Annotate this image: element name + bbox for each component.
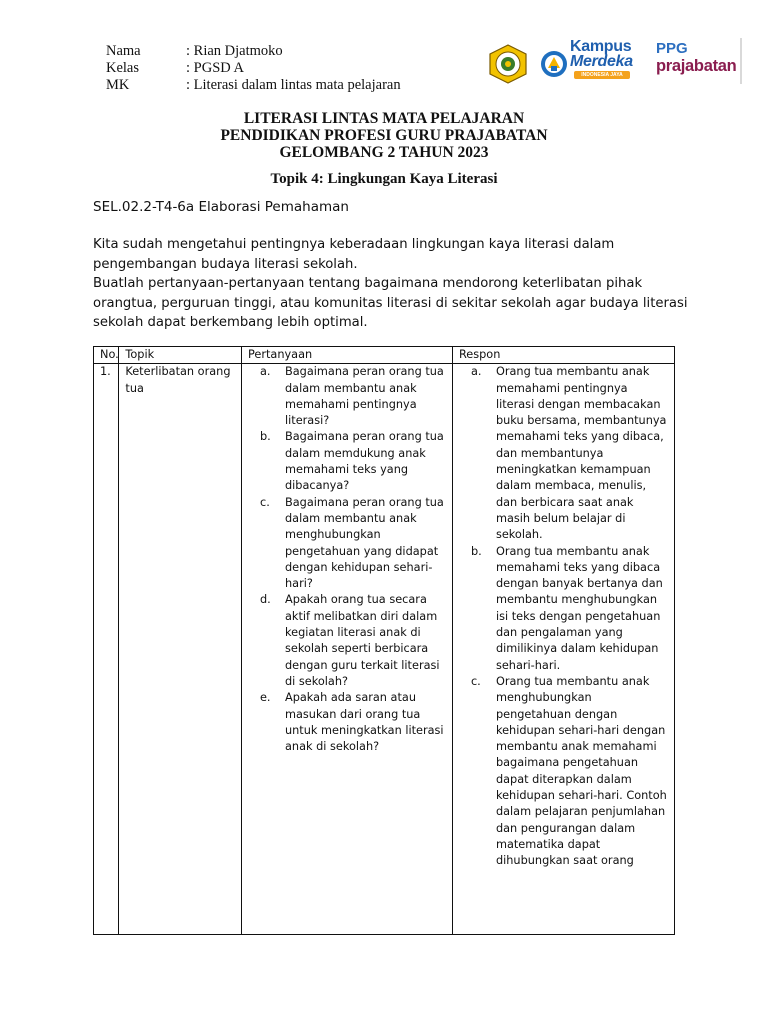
identity-value: : Literasi dalam lintas mata pelajaran [186, 77, 401, 93]
cell-no: 1. [94, 364, 119, 935]
question-item [242, 690, 446, 755]
topic-heading: Topik 4: Lingkungan Kaya Literasi [270, 171, 498, 187]
identity-row-nama [106, 43, 401, 60]
list-marker: a. [470, 365, 482, 379]
response-item [453, 544, 668, 674]
question-item [242, 429, 446, 494]
question-text: Apakah orang tua secara aktif melibatkan diri dalam kegiatan literasi anak di sekolah seperti berbicara dengan guru terkait literasi di sekolah? [284, 593, 440, 688]
header-no: No. [94, 347, 119, 364]
question-text: Bagaimana peran orang tua dalam membantu anak memahami pentingnya literasi? [284, 365, 444, 428]
ppg-logo-line1: PPG [656, 40, 688, 57]
list-marker: a. [259, 365, 271, 379]
logo-bar [488, 36, 744, 86]
response-list [453, 364, 668, 869]
title-line-2: PENDIDIKAN PROFESI GURU PRAJABATAN [220, 127, 548, 144]
list-marker: e. [259, 691, 271, 705]
intro-paragraph-1: Kita sudah mengetahui pentingnya keberadaan lingkungan kaya literasi dalam pengembangan budaya literasi sekolah. [93, 237, 615, 272]
kampus-merdeka-logo-icon [570, 38, 644, 82]
response-text: Orang tua membantu anak memahami teks yang dibaca dengan banyak bertanya dan membantu menghubungkan isi teks dengan pengetahuan dan pengalaman yang dimilikinya dalam kehidupan sehari-hari. [495, 544, 663, 672]
identity-label: MK [106, 77, 130, 93]
question-text: Bagaimana peran orang tua dalam memdukung anak memahami teks yang dibacanya? [284, 430, 444, 493]
ppg-prajabatan-logo-icon [654, 40, 744, 84]
ppg-logo-line2: prajabatan [656, 57, 737, 75]
kampus-logo-line2: Merdeka [570, 53, 633, 70]
kemdikbud-logo-icon [540, 48, 568, 80]
header-pertanyaan: Pertanyaan [241, 347, 452, 364]
list-marker: b. [259, 430, 271, 444]
question-item [242, 495, 446, 593]
table-header-row [94, 347, 675, 364]
list-marker: c. [259, 495, 270, 509]
cell-respon [452, 364, 674, 935]
question-text: Apakah ada saran atau masukan dari orang tua untuk meningkatkan literasi anak di sekolah? [284, 691, 444, 754]
identity-label: Kelas [106, 60, 140, 76]
identity-label: Nama [106, 43, 141, 59]
identity-value: : Rian Djatmoko [186, 43, 283, 59]
qa-table [93, 346, 675, 935]
header-respon: Respon [452, 347, 674, 364]
logo-divider [740, 38, 742, 84]
activity-code: SEL.02.2-T4-6a Elaborasi Pemahaman [93, 199, 349, 215]
kampus-logo-line1: Kampus [570, 38, 632, 55]
question-item [242, 592, 446, 690]
list-marker: b. [470, 544, 482, 558]
list-marker: d. [259, 593, 271, 607]
identity-row-mk [106, 77, 401, 94]
response-text: Orang tua membantu anak memahami pentingnya literasi dengan membacakan buku bersama, membantunya memahami teks yang dibaca, dan membantunya meningkatkan kemampuan dalam membaca, menulis, dan berbicara saat anak masih belum belajar di sekolah. [495, 365, 667, 542]
identity-row-kelas [106, 60, 401, 77]
cell-pertanyaan [241, 364, 452, 935]
question-text: Bagaimana peran orang tua dalam membantu anak menghubungkan pengetahuan yang didapat dengan kehidupan sehari-hari? [284, 495, 444, 591]
table-row [94, 364, 675, 935]
student-identity [106, 43, 401, 94]
document-title [0, 110, 768, 161]
header-topik: Topik [119, 347, 242, 364]
response-item [453, 364, 668, 543]
title-line-1: LITERASI LINTAS MATA PELAJARAN [243, 110, 525, 127]
identity-value: : PGSD A [186, 60, 245, 76]
kampus-logo-tag: INDONESIA JAYA [574, 71, 630, 79]
cell-topik: Keterlibatan orang tua [119, 364, 242, 935]
unej-logo-icon [488, 44, 528, 84]
intro-text [93, 235, 693, 333]
response-item [453, 674, 668, 870]
question-item [242, 364, 446, 429]
question-list [242, 364, 446, 755]
list-marker: c. [470, 674, 481, 688]
intro-paragraph-2: Buatlah pertanyaan-pertanyaan tentang bagaimana mendorong keterlibatan pihak orangtua, perguruan tinggi, atau komunitas literasi di sekitar sekolah agar budaya literasi sekolah dapat berkembang lebih optimal. [93, 276, 688, 331]
title-line-3: GELOMBANG 2 TAHUN 2023 [279, 144, 489, 161]
response-text: Orang tua membantu anak menghubungkan pengetahuan dengan kehidupan sehari-hari dengan membantu anak memahami bagaimana pengetahuan dapat diterapkan dalam kehidupan sehari-hari. Contoh dalam pelajaran penjumlahan dan pengurangan dalam matematika dapat dihubungkan saat orang [495, 674, 667, 868]
